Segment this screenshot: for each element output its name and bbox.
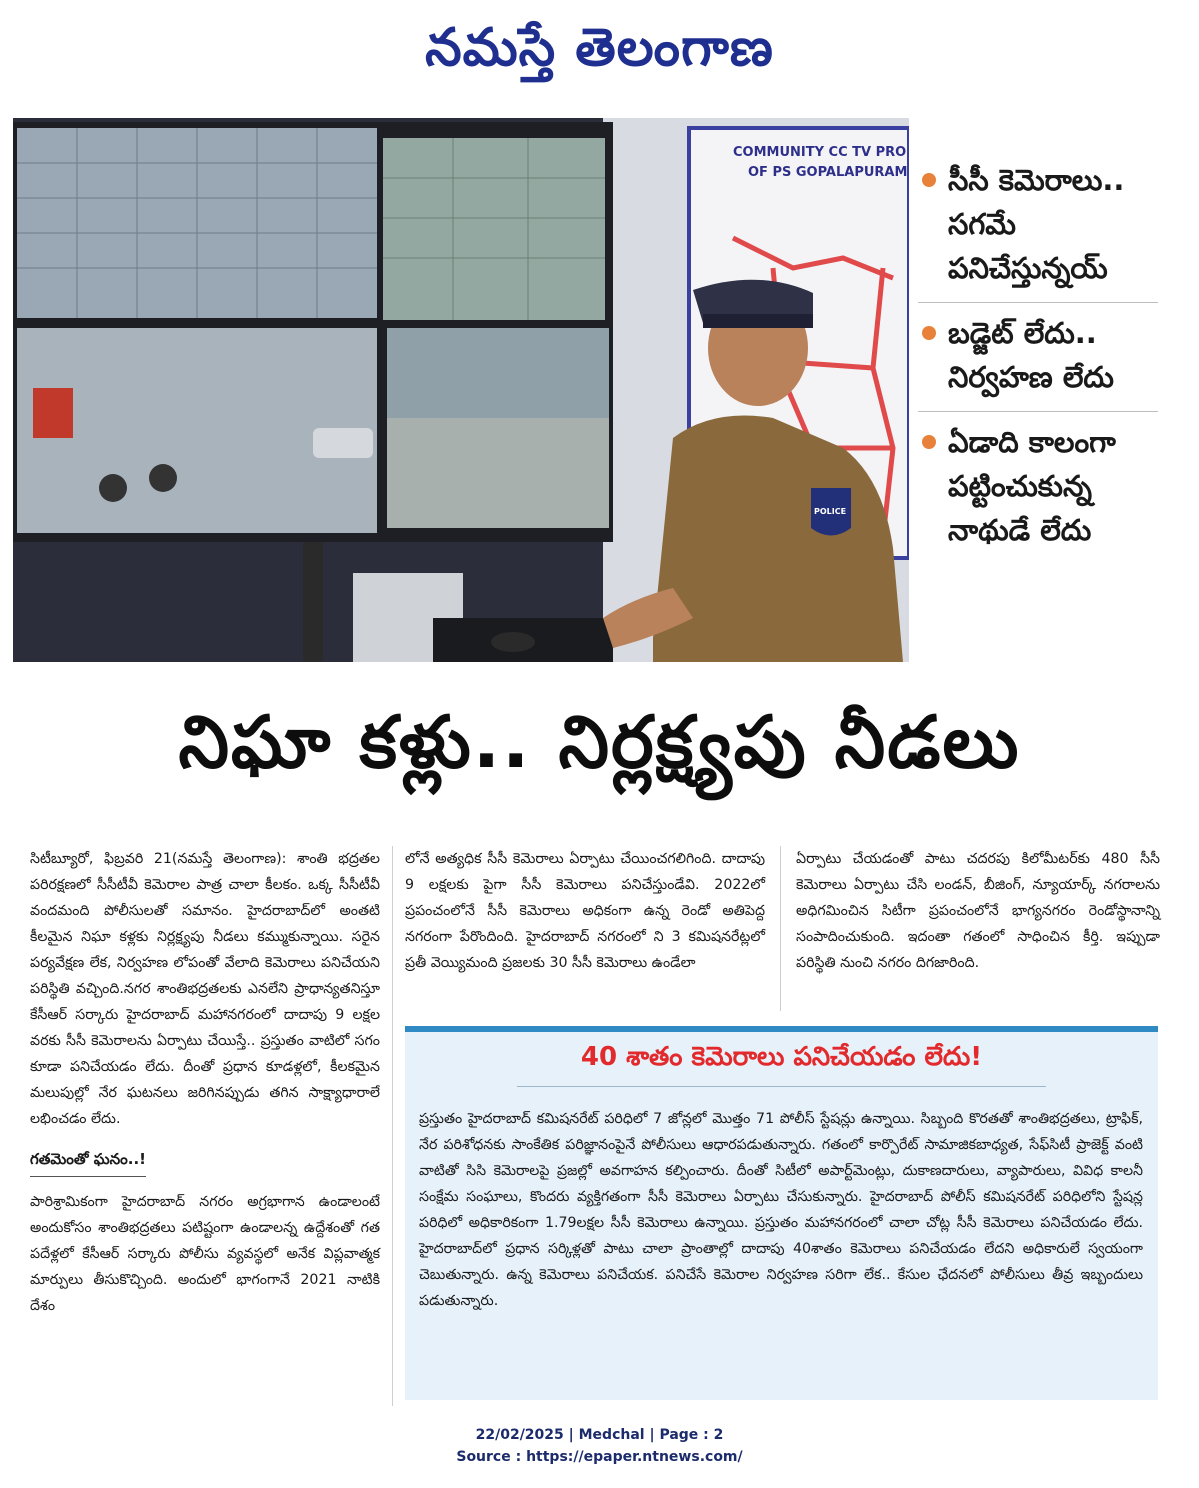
footer-source-line: Source : https://epaper.ntnews.com/ — [456, 1449, 743, 1465]
article-column-2 — [405, 846, 765, 976]
article-column-3 — [796, 846, 1160, 976]
article-paragraph: లోనే అత్యధిక సీసీ కెమెరాలు ఏర్పాటు చేయించగలిగింది. దాదాపు 9 లక్షలకు పైగా సీసీ కెమెరాలు పనిచేస్తుండేవి. 2022లో ప్రపంచంలోనే సీసీ కెమెరాలు అధికంగా ఉన్న రెండో అతిపెద్ద నగరంగా పేరొందింది. హైదరాబాద్ నగరంలో ని 3 కమిషనరేట్లలో ప్రతీ వెయ్యిమంది ప్రజలకు 30 సీసీ కెమెరాలు ఉండేలా — [405, 851, 765, 971]
page-footer — [0, 1424, 1199, 1468]
box-title — [405, 1042, 1158, 1078]
cctv-control-room-illustration — [13, 118, 909, 662]
headline — [0, 682, 1199, 802]
banner-text-1: COMMUNITY CC TV PRO — [733, 145, 907, 160]
masthead — [0, 0, 1199, 108]
footer-date-line: 22/02/2025 | Medchal | Page : 2 — [475, 1427, 724, 1443]
article-column-1 — [30, 846, 380, 1319]
banner-text-2: OF PS GOPALAPURAM — [748, 165, 908, 180]
highlight-line: బడ్జెట్ లేదు.. — [918, 311, 1158, 355]
column-divider — [392, 846, 393, 1406]
highlight-line: నిర్వహణ లేదు — [948, 360, 1114, 394]
article-paragraph: సిటీబ్యూరో, ఫిబ్రవరి 21(నమస్తే తెలంగాణ): శాంతి భద్రతల పరిరక్షణలో సీసీటీవీ కెమెరాల పాత్ర చాలా కీలకం. ఒక్క సీసీటీవీ వందమంది పోలీసులతో సమానం. హైదరాబాద్‌లో అంతటి కీలమైన నిఘా కళ్లకు నిర్లక్ష్యపు నీడలు కమ్ముకున్నాయి. సరైన పర్యవేక్షణ లేక, నిర్వహణ లోపంతో వేలాది కెమెరాలు పనిచేయని పరిస్థితి వచ్చింది.నగర శాంతిభద్రతలకు ఎనలేని ప్రాధాన్యతనిస్తూ కేసీఆర్ సర్కారు హైదరాబాద్ మహానగరంలో దాదాపు 9 లక్షల వరకు సీసీ కెమెరాలను ఏర్పాటు చేయిస్తే.. ప్రస్తుతం వాటిలో సగం కూడా పనిచేయడం లేదు. దీంతో ప్రధాన కూడళ్లలో, కీలకమైన మలుపుల్లో నేర ఘటనలు జరిగినప్పుడు తగిన సాక్ష్యాధారాలే లభించడం లేదు. — [30, 851, 380, 1127]
police-badge-text: POLICE — [814, 507, 847, 516]
highlights-panel — [918, 150, 1158, 564]
highlight-line: పనిచేస్తున్నయ్ — [948, 251, 1108, 285]
highlight-line: ఏడాది కాలంగా — [918, 420, 1158, 464]
highlight-line: సీసీ కెమెరాలు.. — [918, 158, 1158, 202]
highlight-item — [918, 150, 1158, 303]
box-title-rule — [517, 1086, 1046, 1087]
highlight-line: నాథుడే లేదు — [948, 513, 1092, 547]
box-title-text: 40 శాతం కెమెరాలు పనిచేయడం లేదు! — [580, 1042, 983, 1072]
sidebar-box — [405, 1026, 1158, 1400]
headline-text: నిఘా కళ్లు.. నిర్లక్ష్యపు నీడలు — [178, 700, 1021, 784]
article-paragraph: పారిశ్రామికంగా హైదరాబాద్ నగరం అగ్రభాగాన ఉండాలంటే అందుకోసం శాంతిభద్రతలు పటిష్టంగా ఉండాలన్న ఉద్దేశంతో గత పదేళ్లలో కేసీఆర్ సర్కారు పోలీసు వ్యవస్థలో అనేక విప్లవాత్మక మార్పులు తీసుకొచ్చింది. అందులో భాగంగానే 2021 నాటికి దేశం — [30, 1194, 380, 1314]
highlight-line: పట్టించుకున్న — [948, 469, 1092, 503]
highlight-item — [918, 303, 1158, 412]
subheading: గతమెంతో ఘనం..! — [30, 1146, 146, 1177]
box-body: ప్రస్తుతం హైదరాబాద్ కమిషనరేట్ పరిధిలో 7 జోన్లలో మొత్తం 71 పోలీస్ స్టేషన్లు ఉన్నాయి. సిబ్బంది కొరతతో శాంతిభద్రతలు, ట్రాఫిక్, నేర పరిశోధనకు సాంకేతిక పరిజ్ఞానంపైనే పోలీసులు ఆధారపడుతున్నారు. గతంలో కార్పొరేట్ సామాజికబాధ్యత, సేఫ్‌సిటీ ప్రాజెక్ట్ వంటి వాటితో సిసి కెమెరాలపై ప్రజల్లో అవగాహన కల్పించారు. దీంతో సిటీలో అపార్ట్‌మెంట్లు, దుకాణదారులు, వ్యాపారులు, వివిధ కాలనీ సంక్షేమ సంఘాలు, కొందరు వ్యక్తిగతంగా సీసీ కెమెరాలు ఏర్పాటు చేసుకున్నారు. హైదరాబాద్ పోలీస్ కమిషనరేట్ పరిధిలోని స్టేషన్ల పరిధిలో అధికారికంగా 1.79లక్షల సీసీ కెమెరాలు ఉన్నాయి. ప్రస్తుతం మహానగరంలో చాలా చోట్ల సీసీ కెమెరాలు పనిచేయడం లేదు. హైదరాబాద్‌లో ప్రధాన సర్కిళ్లతో పాటు చాలా ప్రాంతాల్లో దాదాపు 40శాతం కెమెరాలు పనిచేయడం లేదని అధికారులే స్వయంగా చెబుతున్నారు. ఉన్న కెమెరాలు పనిచేయక. పనిచేసే కెమెరాల నిర్వహణ సరిగా లేక.. కేసుల ఛేదనలో పోలీసులు తీవ్ర ఇబ్బందులు పడుతున్నారు. — [419, 1111, 1143, 1309]
news-photo — [13, 118, 909, 662]
article-paragraph: ఏర్పాటు చేయడంతో పాటు చదరపు కిలోమీటర్‌కు 480 సీసీ కెమెరాలు ఏర్పాటు చేసి లండన్, బీజింగ్, న్యూయార్క్ నగరాలను అధిగమించిన సిటీగా ప్రపంచంలోనే భాగ్యనగరం రెండోస్థానాన్ని సంపాదించుకుంది. ఇదంతా గతంలో సాధించిన కీర్తి. ఇప్పుడా పరిస్థితి నుంచి నగరం దిగజారింది. — [796, 851, 1160, 971]
highlight-item — [918, 412, 1158, 564]
highlight-line: సగమే — [948, 207, 1016, 241]
column-divider — [780, 846, 781, 1011]
masthead-title: నమస్తే తెలంగాణ — [425, 17, 774, 78]
